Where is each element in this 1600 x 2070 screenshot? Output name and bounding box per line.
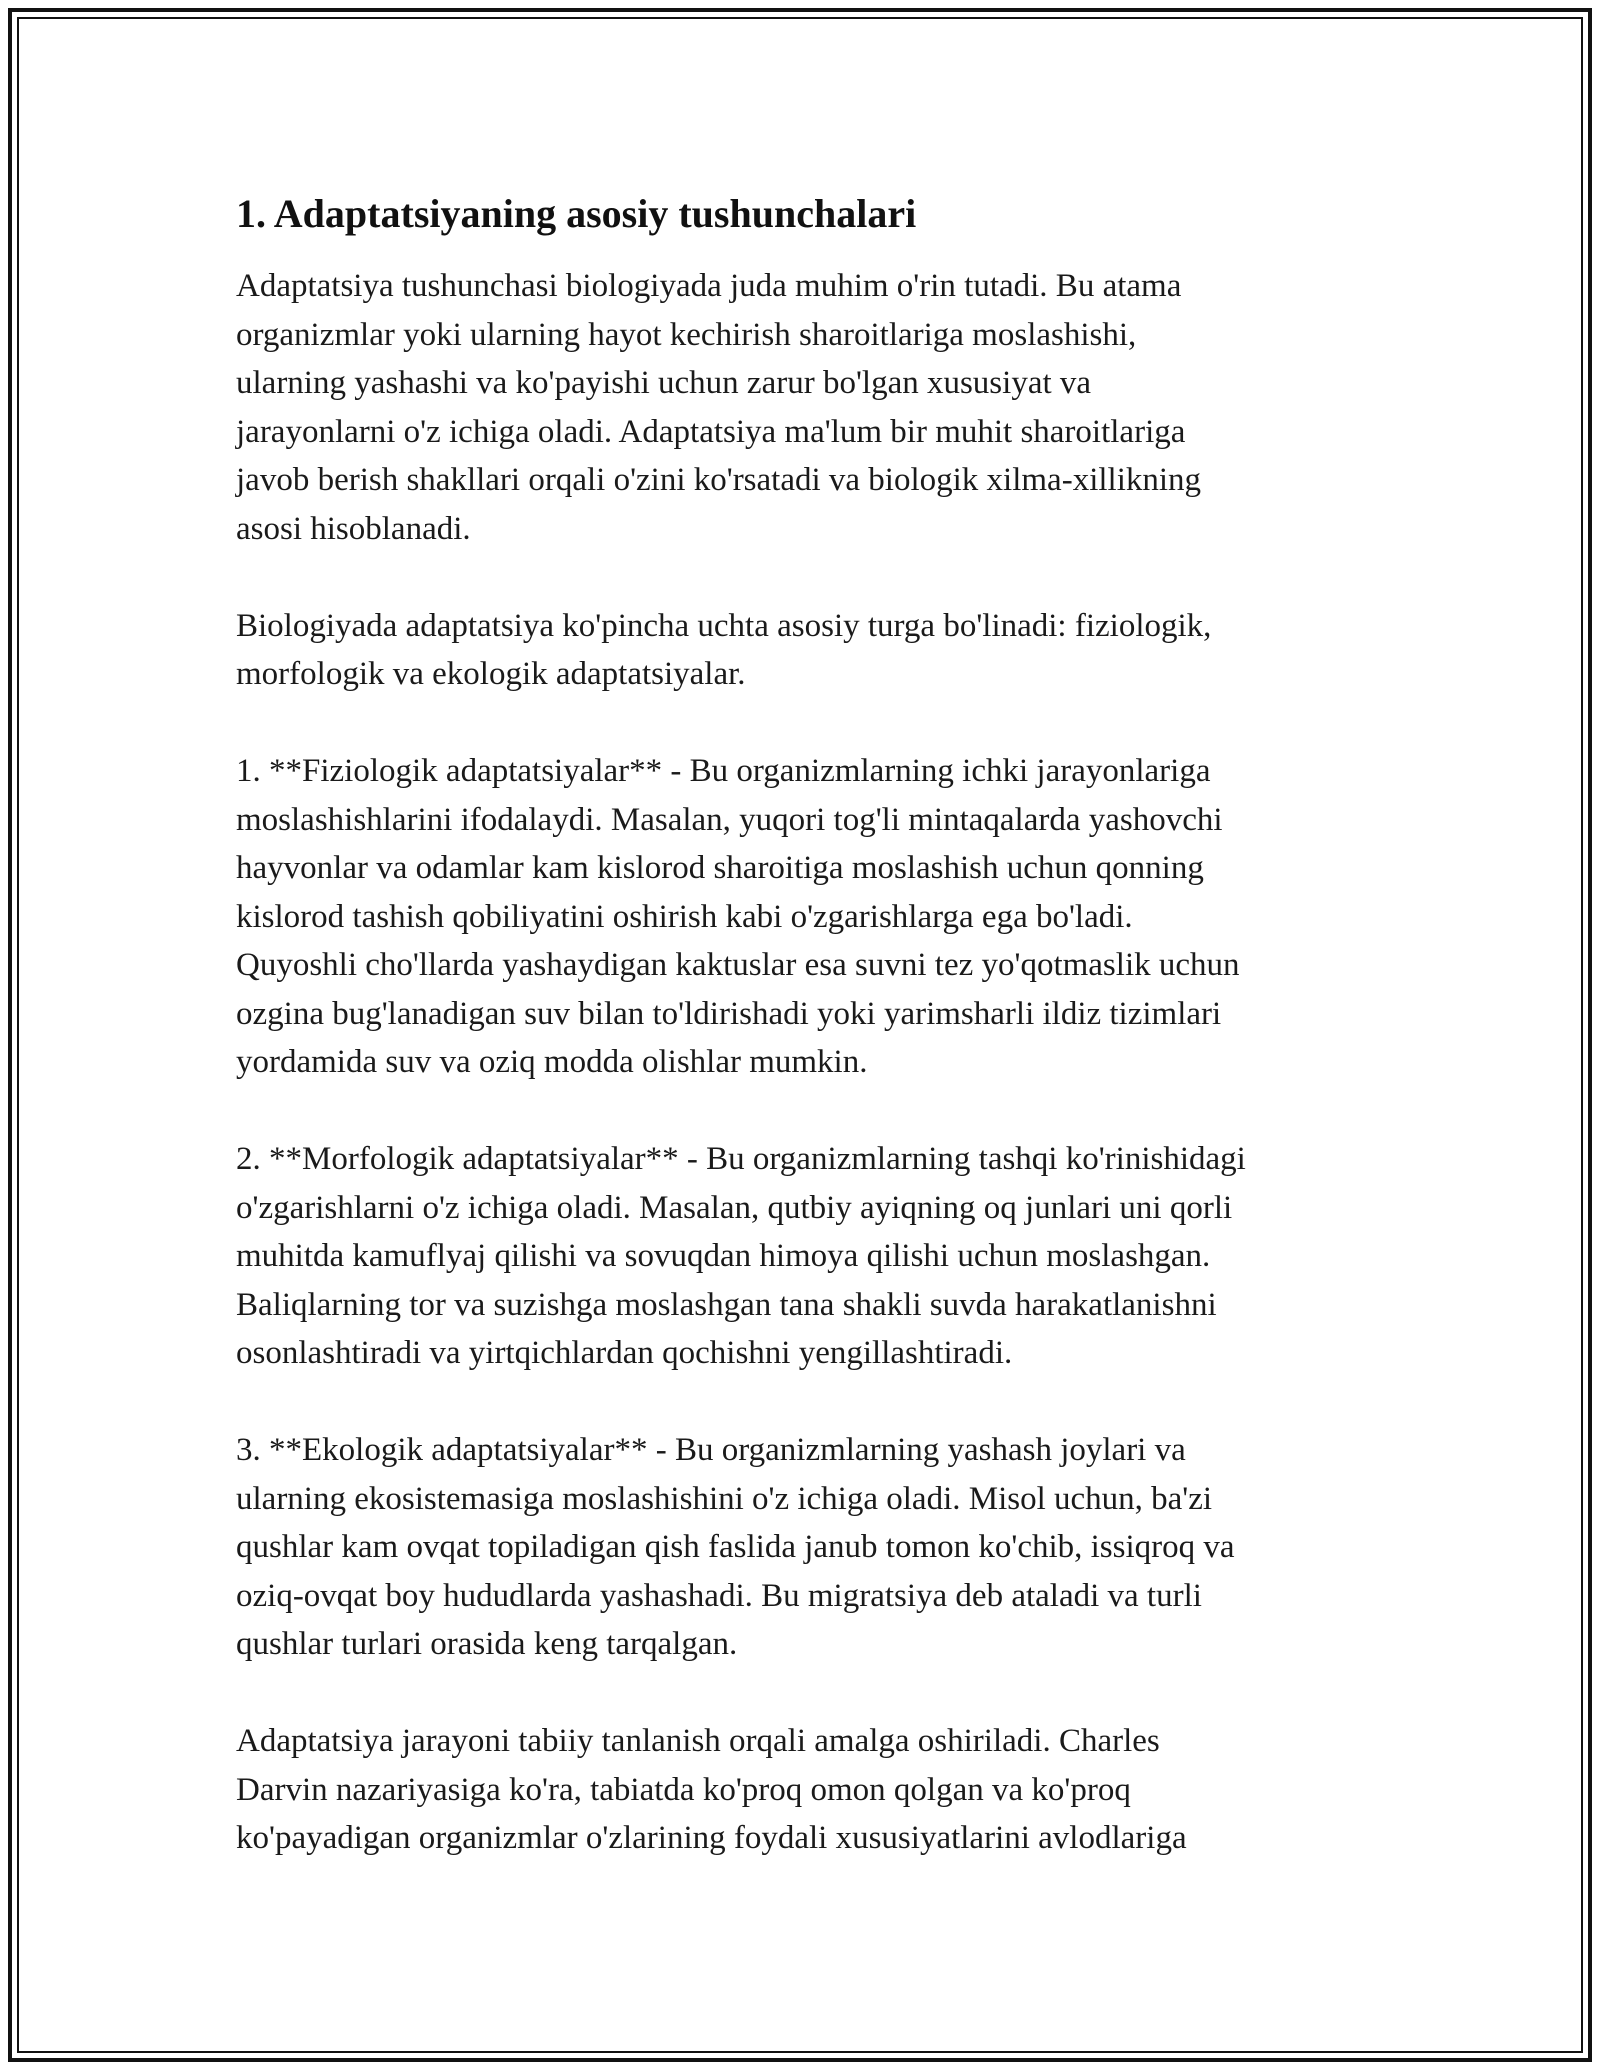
types-paragraph: Biologiyada adaptatsiya ko'pincha uchta asosiy turga bo'linadi: fiziologik, morfologik va ekologik adaptatsiyalar. bbox=[236, 607, 1212, 692]
ecological-paragraph: 3. **Ekologik adaptatsiyalar** - Bu organizmlarning yashash joylari va ularning ekosistemasiga moslashishini o'z ichiga oladi. Misol uchun, ba'zi qushlar kam ovqat topiladigan qish faslida janub tomon ko'chib, issiqroq va oziq-ovqat boy hududlarda yashashadi. Bu migratsiya deb ataladi va turli qushlar turlari orasida keng tarqalgan. bbox=[236, 1432, 1235, 1662]
section-heading: 1. Adaptatsiyaning asosiy tushunchalari bbox=[236, 191, 917, 236]
document-body bbox=[236, 184, 1386, 1911]
physiological-paragraph: 1. **Fiziologik adaptatsiyalar** - Bu organizmlarning ichki jarayonlariga moslashishlarini ifodalaydi. Masalan, yuqori tog'li mintaqalarda yashovchi hayvonlar va odamlar kam kislorod sharoitiga moslashish uchun qonning kislorod tashish qobiliyatini oshirish kabi o'zgarishlarga ega bo'ladi. Quyoshli cho'llarda yashaydigan kaktuslar esa suvni tez yo'qotmaslik uchun ozgina bug'lanadigan suv bilan to'ldirishadi yoki yarimsharli ildiz tizimlari yordamida suv va oziq modda olishlar mumkin. bbox=[236, 753, 1240, 1080]
intro-paragraph: Adaptatsiya tushunchasi biologiyada juda muhim o'rin tutadi. Bu atama organizmlar yoki ularning hayot kechirish sharoitlariga moslashishi, ularning yashashi va ko'payishi uchun zarur bo'lgan xususiyat va jarayonlarni o'z ichiga oladi. Adaptatsiya ma'lum bir muhit sharoitlariga javob berish shakllari orqali o'zini ko'rsatadi va biologik xilma-xillikning asosi hisoblanadi. bbox=[236, 268, 1202, 547]
selection-paragraph: Adaptatsiya jarayoni tabiiy tanlanish orqali amalga oshiriladi. Charles Darvin nazariyasiga ko'ra, tabiatda ko'proq omon qolgan va ko'proq ko'payadigan organizmlar o'zlarining foydali xususiyatlarini avlodlariga bbox=[236, 1723, 1187, 1856]
morphological-paragraph: 2. **Morfologik adaptatsiyalar** - Bu organizmlarning tashqi ko'rinishidagi o'zgarishlarni o'z ichiga oladi. Masalan, qutbiy ayiqning oq junlari uni qorli muhitda kamuflyaj qilishi va sovuqdan himoya qilishi uchun moslashgan. Baliqlarning tor va suzishga moslashgan tana shakli suvda harakatlanishni osonlashtiradi va yirtqichlardan qochishni yengillashtiradi. bbox=[236, 1141, 1246, 1371]
